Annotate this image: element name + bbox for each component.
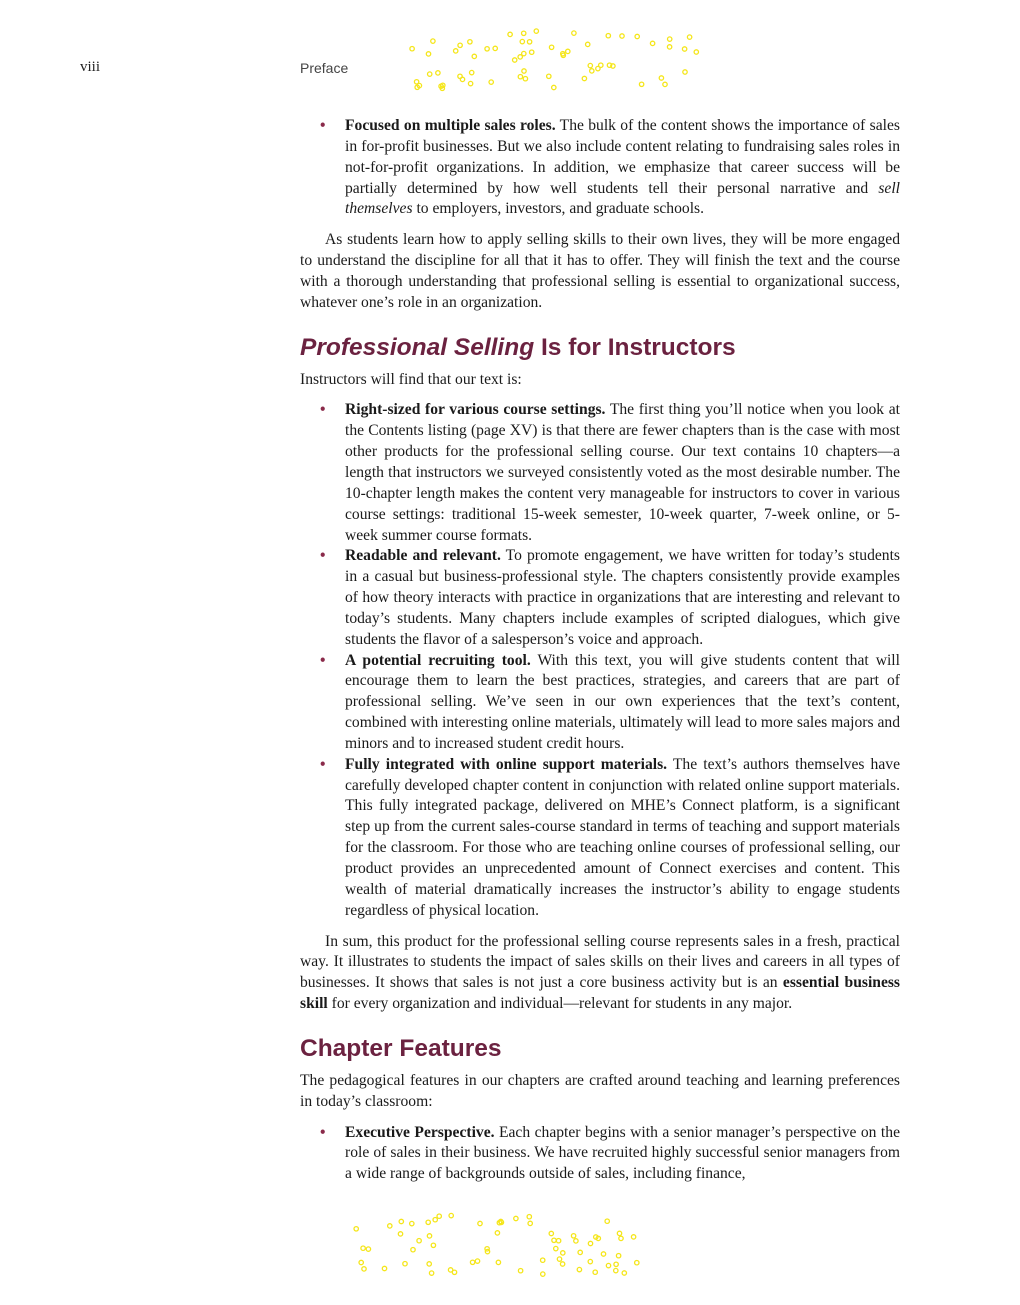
decorative-dot — [534, 29, 538, 33]
decorative-dot — [635, 34, 639, 38]
paragraph-students: As students learn how to apply selling skills to their own lives, they will be more engaged to understand the discipline for all that it has to offer. They will finish the text and the course with a thorough understanding that professional selling is essential to organizational success, whatever one’s role in an organization. — [300, 231, 900, 311]
page-content — [300, 116, 900, 1185]
decorative-dot — [359, 1260, 363, 1264]
decorative-dot — [436, 71, 440, 75]
heading-rest: Is for Instructors — [534, 333, 736, 361]
decorative-dot — [631, 1235, 635, 1239]
decorative-dot — [586, 42, 590, 46]
decorative-dot — [433, 1218, 437, 1222]
decorative-dot — [635, 1261, 639, 1265]
decorative-dot — [417, 1239, 421, 1243]
list-item — [300, 400, 900, 546]
decorative-dot — [561, 1251, 565, 1255]
decorative-dot — [667, 45, 671, 49]
decorative-dot — [588, 63, 592, 67]
decorative-dot — [489, 80, 493, 84]
bullet-list-features — [300, 1123, 900, 1186]
bullet-icon: • — [320, 651, 326, 669]
decorative-dot — [354, 1227, 358, 1231]
decorative-dot — [470, 1260, 474, 1264]
decorative-dot — [606, 34, 610, 38]
running-head: Preface — [300, 60, 349, 76]
summary-text: In sum, this product for the professional selling course represents sales in a fresh, practical way. It illustrates to students the impact of sales skills on their lives and careers in all types of businesses. It shows that sales is not just a core business activity but is an — [300, 932, 900, 992]
decorative-dot — [547, 74, 551, 78]
decorative-dot — [361, 1246, 365, 1250]
decorative-dot — [527, 1215, 531, 1219]
bullet-text: With this text, you will give students content that will encourage them to learn the best practices, strategies, and careers that are part of professional selling. We’ve seen in our own experiences that the text’s content, combined with interesting online materials, ultimately will lead to more sales majors and minors and to increased student credit hours. — [345, 651, 900, 752]
decorative-dot — [520, 39, 524, 43]
decorative-dot — [426, 1220, 430, 1224]
decorative-dot — [399, 1219, 403, 1223]
bullet-text: The first thing you’ll notice when you look at the Contents listing (page XV) is that there are fewer chapters than is the case with most other products for the professional selling course. Our text contains 10 chapters—a length that instructors we surveyed consistently voted as the most desirable number. The 10-chapter length makes the content very manageable for instructors to cover in various course settings: traditional 15-week semester, 10-week quarter, 7-week online, or 5-week summer course formats. — [345, 401, 900, 544]
features-intro: The pedagogical features in our chapters are crafted around teaching and learning preferences in today’s classroom: — [300, 1071, 900, 1110]
bullet-list-top — [300, 116, 900, 220]
summary-bold: essential business skill — [300, 974, 901, 1013]
decorative-dot — [362, 1267, 366, 1271]
decorative-dot — [616, 1254, 620, 1258]
decorative-dot — [620, 34, 624, 38]
list-item — [300, 116, 900, 220]
bullet-icon: • — [320, 1123, 326, 1141]
decorative-dot — [518, 75, 522, 79]
decorative-dot — [552, 1238, 556, 1242]
decorative-dot — [426, 52, 430, 56]
bullet-lead: Readable and relevant. — [345, 547, 501, 565]
decorative-dot — [541, 1258, 545, 1262]
decorative-dot — [622, 1271, 626, 1275]
bullet-text: Each chapter begins with a senior manager’s perspective on the role of sales in their business. We have recruited highly successful senior managers from a wide range of backgrounds outside of sales, including finance, — [345, 1123, 900, 1183]
decorative-dot — [549, 1231, 553, 1235]
decorative-dot — [614, 1262, 618, 1266]
decorative-dot — [431, 39, 435, 43]
decorative-dot — [388, 1224, 392, 1228]
decorative-dot — [398, 1232, 402, 1236]
decorative-dots-top — [405, 28, 700, 92]
instructors-intro: Instructors will find that our text is: — [300, 370, 522, 388]
list-item — [300, 651, 900, 755]
decorative-dot — [614, 1268, 618, 1272]
decorative-dot — [577, 1267, 581, 1271]
list-item — [300, 1123, 900, 1186]
decorative-dot — [458, 43, 462, 47]
decorative-dot — [650, 41, 654, 45]
bullet-text: to employers, investors, and graduate schools. — [412, 200, 705, 218]
bullet-text: The bulk of the content shows the importance of sales in for-profit businesses. But we also include content relating to fundraising sales roles in not-for-profit organizations. In addition, we emphasize that career success will be partially determined by how well students tell their personal narrative and — [345, 117, 900, 197]
decorative-dot — [427, 1234, 431, 1238]
decorative-dot — [518, 1269, 522, 1273]
decorative-dot — [522, 31, 526, 35]
decorative-dot — [411, 1248, 415, 1252]
bullet-lead: Executive Perspective. — [345, 1123, 495, 1141]
decorative-dot — [458, 74, 462, 78]
decorative-dot — [496, 1260, 500, 1264]
bullet-lead: Right-sized for various course settings. — [345, 401, 606, 419]
decorative-dot — [590, 69, 594, 73]
section-heading-features: Chapter Features — [300, 1034, 502, 1062]
decorative-dot — [427, 1262, 431, 1266]
decorative-dot — [541, 1272, 545, 1276]
bullet-lead: A potential recruiting tool. — [345, 651, 531, 669]
decorative-dot — [687, 35, 691, 39]
decorative-dot — [639, 82, 643, 86]
bullet-text: The text’s authors themselves have carefully developed chapter content in conjunction with related online support materials. This fully integrated package, delivered on MHE’s Connect platform, is a significant step up from the current sales-course standard in terms of teaching and support materials for the classroom. For those who are teaching online courses of professional selling, our product provides an unprecedented amount of Connect exercises and content. This wealth of material dramatically increases the instructor’s ability to engage students regardless of physical location. — [345, 755, 900, 919]
decorative-dot — [428, 72, 432, 76]
decorative-dot — [454, 49, 458, 53]
decorative-dot — [617, 1231, 621, 1235]
decorative-dot — [513, 58, 517, 62]
decorative-dot — [601, 1252, 605, 1256]
decorative-dot — [410, 1221, 414, 1225]
decorative-dot — [449, 1213, 453, 1217]
bullet-lead: Focused on multiple sales roles. — [345, 117, 556, 134]
decorative-dot — [514, 1216, 518, 1220]
decorative-dot — [572, 31, 576, 35]
list-item — [300, 755, 900, 922]
decorative-dot — [560, 1262, 564, 1266]
decorative-dot — [619, 1236, 623, 1240]
page-number: viii — [80, 59, 101, 75]
decorative-dot — [588, 1241, 592, 1245]
decorative-dot — [578, 1250, 582, 1254]
decorative-dot — [599, 63, 603, 67]
decorative-dot — [475, 1259, 479, 1263]
decorative-dot — [472, 54, 476, 58]
decorative-dot — [549, 45, 553, 49]
bullet-list-instructors — [300, 400, 900, 921]
list-item — [300, 546, 900, 650]
decorative-dot — [508, 32, 512, 36]
bullet-lead: Fully integrated with online support materials. — [345, 755, 668, 773]
decorative-dot — [448, 1268, 452, 1272]
bullet-text: To promote engagement, we have written for today’s students in a casual but business-professional style. The chapters consistently provide examples of how theory interacts with practice in organizations that are interesting and relevant to today’s students. Many chapters include examples of scripted dialogues, which give students the flavor of a salesperson’s voice and approach. — [345, 547, 900, 648]
decorative-dot — [382, 1266, 386, 1270]
bullet-italic: sell themselves — [345, 179, 900, 218]
decorative-dot — [682, 47, 686, 51]
decorative-dot — [437, 1214, 441, 1218]
decorative-dot — [574, 1239, 578, 1243]
summary-text: for every organization and individual—relevant for students in any major. — [327, 995, 793, 1013]
decorative-dot — [557, 1257, 561, 1261]
bullet-icon: • — [320, 401, 326, 419]
decorative-dot — [431, 1243, 435, 1247]
decorative-dot — [429, 1271, 433, 1275]
decorative-dot — [566, 49, 570, 53]
decorative-dot — [403, 1262, 407, 1266]
decorative-dot — [468, 40, 472, 44]
decorative-dot — [552, 85, 556, 89]
decorative-dot — [493, 46, 497, 50]
decorative-dot — [495, 1231, 499, 1235]
decorative-dot — [530, 50, 534, 54]
decorative-dot — [410, 47, 414, 51]
decorative-dot — [606, 1263, 610, 1267]
decorative-dot — [527, 40, 531, 44]
bullet-icon: • — [320, 117, 326, 134]
decorative-dots-bottom — [343, 1212, 640, 1278]
decorative-dot — [554, 1246, 558, 1250]
decorative-dot — [528, 1221, 532, 1225]
heading-italic: Professional Selling — [300, 333, 535, 361]
decorative-dot — [556, 1239, 560, 1243]
decorative-dot — [663, 82, 667, 86]
decorative-dot — [605, 1219, 609, 1223]
paragraph-summary — [300, 932, 900, 1015]
bullet-icon: • — [320, 547, 326, 565]
decorative-dot — [485, 47, 489, 51]
decorative-dot — [588, 1259, 592, 1263]
decorative-dot — [668, 37, 672, 41]
decorative-dot — [683, 70, 687, 74]
decorative-dot — [366, 1247, 370, 1251]
bullet-icon: • — [320, 755, 326, 773]
decorative-dot — [522, 51, 526, 55]
section-heading-instructors — [300, 333, 900, 363]
decorative-dot — [582, 76, 586, 80]
decorative-dot — [478, 1221, 482, 1225]
decorative-dot — [593, 1270, 597, 1274]
decorative-dot — [694, 50, 698, 54]
decorative-dot — [523, 77, 527, 81]
decorative-dot — [522, 69, 526, 73]
decorative-dot — [470, 70, 474, 74]
decorative-dot — [468, 81, 472, 85]
decorative-dot — [659, 76, 663, 80]
decorative-dot — [571, 1234, 575, 1238]
